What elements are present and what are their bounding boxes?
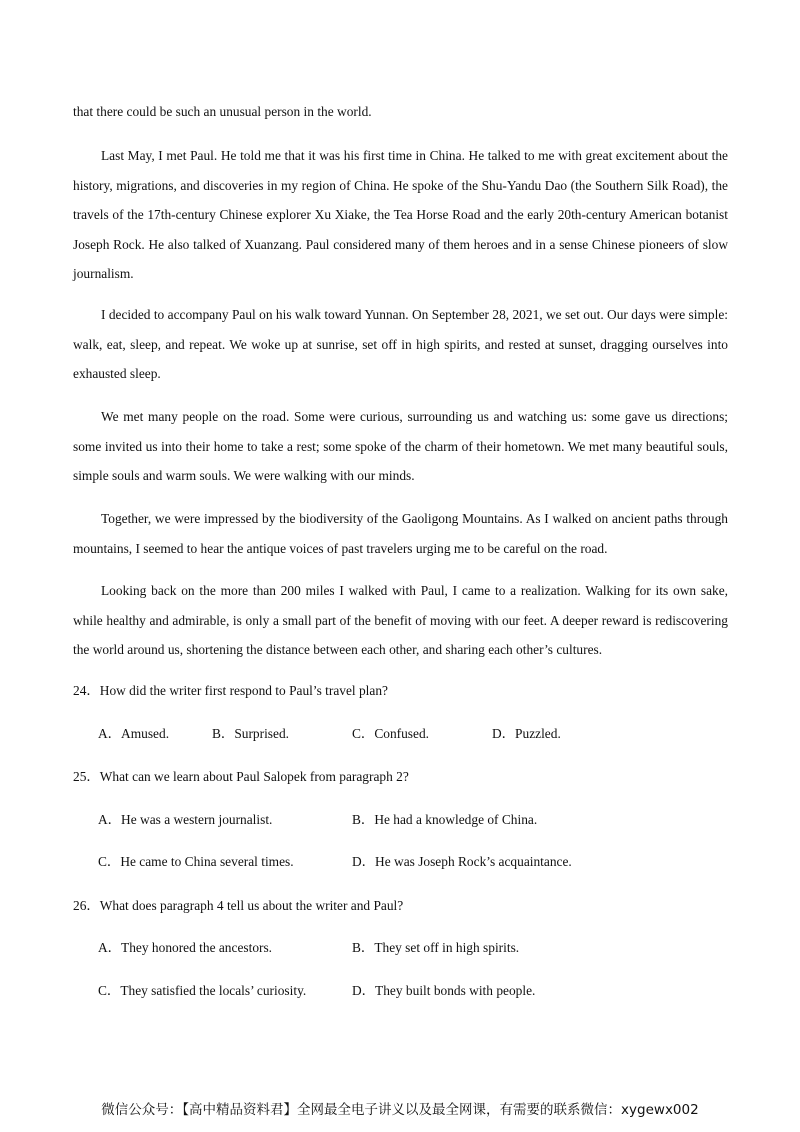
question-24-option-b: B．Surprised. xyxy=(212,726,289,741)
passage-paragraph-5: Looking back on the more than 200 miles I walked with Paul, I came to a realization. Walking for its own sake, while healthy and admirable, is only a small part of the benefit of moving with our feet. A deeper reward is rediscovering the world around us, shortening the distance between each other, and sharing each other’s cultures. xyxy=(73,583,728,657)
passage-paragraph-4: Together, we were impressed by the biodiversity of the Gaoligong Mountains. As I walked on ancient paths through mountains, I seemed to hear the antique voices of past travelers urging me to be careful on the road. xyxy=(73,511,728,556)
passage-paragraph-3: We met many people on the road. Some were curious, surrounding us and watching us: some gave us directions; some invited us into their home to take a rest; some spoke of the charm of their hometown. We met many beautiful souls, simple souls and warm souls. We were walking with our minds. xyxy=(73,409,728,483)
question-26-option-c: C．They satisfied the locals’ curiosity. xyxy=(98,983,307,998)
footer-watermark-text: 微信公众号：【高中精品资料君】全网最全电子讲义以及最全网课，有需要的联系微信：xygewx002 xyxy=(101,1102,699,1118)
question-24-stem: 24．How did the writer first respond to Paul’s travel plan? xyxy=(73,683,388,698)
passage-paragraph-1: Last May, I met Paul. He told me that it was his first time in China. He talked to me with great excitement about the history, migrations, and discoveries in my region of China. He spoke of the Shu-Yandu Dao (the Southern Silk Road), the travels of the 17th-century Chinese explorer Xu Xiake, the Tea Horse Road and the early 20th-century American botanist Joseph Rock. He also talked of Xuanzang. Paul considered many of them heroes and in a sense Chinese pioneers of slow journalism. xyxy=(73,148,728,281)
passage-paragraph-0: that there could be such an unusual person in the world. xyxy=(73,104,372,119)
question-25-stem: 25．What can we learn about Paul Salopek from paragraph 2? xyxy=(73,769,409,784)
question-25-option-c: C．He came to China several times. xyxy=(98,854,294,869)
question-26-option-a: A．They honored the ancestors. xyxy=(98,940,273,955)
question-24-option-a: A．Amused. xyxy=(98,726,170,741)
question-24-option-c: C．Confused. xyxy=(352,726,429,741)
question-25-option-d: D．He was Joseph Rock’s acquaintance. xyxy=(352,854,572,869)
question-24-option-d: D．Puzzled. xyxy=(492,726,561,741)
question-25-option-b: B．He had a knowledge of China. xyxy=(352,812,538,827)
passage-paragraph-2: I decided to accompany Paul on his walk toward Yunnan. On September 28, 2021, we set out. Our days were simple: walk, eat, sleep, and repeat. We woke up at sunrise, set off in high spirits, and rested at sunset, dragging ourselves into exhausted sleep. xyxy=(73,307,728,381)
question-26-option-d: D．They built bonds with people. xyxy=(352,983,536,998)
question-26-stem: 26．What does paragraph 4 tell us about the writer and Paul? xyxy=(73,898,404,913)
question-26-option-b: B．They set off in high spirits. xyxy=(352,940,520,955)
question-25-option-a: A．He was a western journalist. xyxy=(98,812,273,827)
